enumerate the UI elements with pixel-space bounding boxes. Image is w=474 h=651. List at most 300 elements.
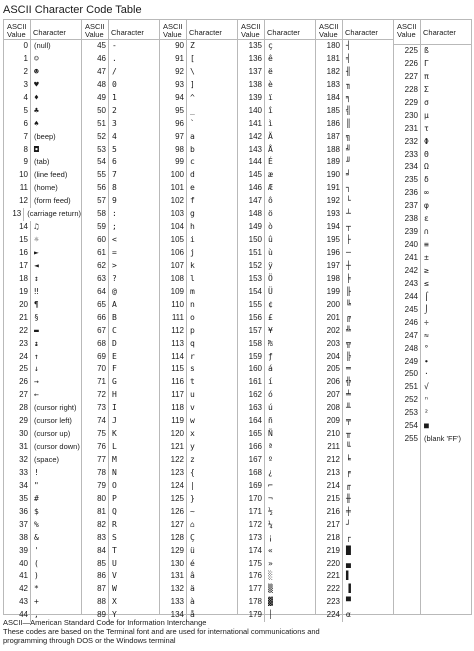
ascii-value: 117 bbox=[160, 389, 187, 402]
ascii-value: 253 bbox=[394, 407, 421, 420]
table-row bbox=[160, 532, 237, 545]
ascii-value: 84 bbox=[82, 545, 109, 558]
table-row bbox=[4, 156, 81, 169]
table-row bbox=[82, 351, 159, 364]
ascii-character: ε bbox=[424, 214, 429, 224]
ascii-character: E bbox=[112, 351, 117, 361]
ascii-character: / bbox=[112, 66, 117, 76]
ascii-value: 133 bbox=[160, 596, 187, 609]
table-row bbox=[316, 208, 393, 221]
header-character: Character bbox=[33, 28, 66, 37]
ascii-character: : bbox=[112, 209, 117, 219]
table-row bbox=[316, 40, 393, 53]
ascii-value: 221 bbox=[316, 570, 343, 583]
table-row bbox=[238, 273, 315, 286]
ascii-character: ⌡ bbox=[424, 304, 429, 314]
ascii-value: 235 bbox=[394, 174, 421, 187]
table-row bbox=[160, 260, 237, 273]
ascii-value: 180 bbox=[316, 40, 343, 53]
ascii-value: 30 bbox=[4, 428, 31, 441]
ascii-character: t bbox=[190, 377, 195, 387]
ascii-character: l bbox=[190, 273, 195, 283]
table-row bbox=[238, 92, 315, 105]
ascii-character: δ bbox=[424, 175, 429, 185]
table-row bbox=[160, 493, 237, 506]
ascii-character: ▀ bbox=[346, 597, 351, 607]
ascii-character: { bbox=[190, 467, 195, 477]
table-row bbox=[82, 208, 159, 221]
ascii-character: ╬ bbox=[346, 377, 351, 387]
table-row bbox=[4, 40, 81, 53]
table-row bbox=[160, 454, 237, 467]
ascii-value: 183 bbox=[316, 79, 343, 92]
table-row bbox=[160, 118, 237, 131]
ascii-character: (space) bbox=[34, 455, 60, 464]
table-row bbox=[82, 156, 159, 169]
ascii-character: b bbox=[190, 144, 195, 154]
table-row bbox=[82, 338, 159, 351]
ascii-value: 8 bbox=[4, 144, 31, 157]
ascii-character: ì bbox=[268, 118, 273, 128]
ascii-value: 82 bbox=[82, 519, 109, 532]
ascii-value: 64 bbox=[82, 286, 109, 299]
table-column-3 bbox=[160, 20, 238, 620]
table-row bbox=[82, 260, 159, 273]
ascii-character: 6 bbox=[112, 157, 117, 167]
footer-line-description-cont: programming through DOS or the Windows terminal bbox=[3, 636, 176, 645]
ascii-character: ! bbox=[34, 467, 39, 477]
ascii-value: 179 bbox=[238, 609, 265, 622]
ascii-value: 198 bbox=[316, 273, 343, 286]
ascii-value: 172 bbox=[238, 519, 265, 532]
table-row bbox=[316, 454, 393, 467]
table-row bbox=[4, 118, 81, 131]
header-ascii-value bbox=[316, 20, 343, 39]
table-row bbox=[82, 558, 159, 571]
ascii-character: C bbox=[112, 325, 117, 335]
table-row bbox=[82, 363, 159, 376]
header-character: Character bbox=[345, 28, 378, 37]
ascii-character: a bbox=[190, 131, 195, 141]
table-row bbox=[82, 144, 159, 157]
table-row bbox=[316, 441, 393, 454]
ascii-character: ( bbox=[34, 558, 39, 568]
ascii-value: 81 bbox=[82, 506, 109, 519]
ascii-character: ª bbox=[268, 442, 273, 452]
ascii-character: â bbox=[190, 571, 195, 581]
ascii-value: 86 bbox=[82, 570, 109, 583]
ascii-character: ☻ bbox=[34, 66, 39, 76]
ascii-value: 194 bbox=[316, 221, 343, 234]
ascii-character: ñ bbox=[268, 416, 273, 426]
ascii-value: 185 bbox=[316, 105, 343, 118]
table-row bbox=[394, 239, 471, 252]
ascii-value: 254 bbox=[394, 420, 421, 433]
ascii-value: 157 bbox=[238, 325, 265, 338]
ascii-character: ← bbox=[34, 390, 39, 400]
ascii-character: ‼ bbox=[34, 286, 39, 296]
ascii-value: 78 bbox=[82, 467, 109, 480]
table-row bbox=[238, 312, 315, 325]
table-row bbox=[316, 53, 393, 66]
table-row bbox=[238, 325, 315, 338]
ascii-value: 184 bbox=[316, 92, 343, 105]
ascii-character: û bbox=[268, 235, 273, 245]
ascii-value: 108 bbox=[160, 273, 187, 286]
ascii-value: 6 bbox=[4, 118, 31, 131]
table-row bbox=[238, 441, 315, 454]
table-row bbox=[238, 260, 315, 273]
table-row bbox=[394, 149, 471, 162]
ascii-character: v bbox=[190, 403, 195, 413]
table-row bbox=[316, 402, 393, 415]
ascii-value: 85 bbox=[82, 558, 109, 571]
ascii-character: (home) bbox=[34, 183, 58, 193]
table-row bbox=[316, 389, 393, 402]
ascii-character: ; bbox=[112, 222, 117, 232]
table-row bbox=[160, 299, 237, 312]
ascii-character: ⌐ bbox=[268, 480, 273, 490]
ascii-value: 49 bbox=[82, 92, 109, 105]
ascii-value: 127 bbox=[160, 519, 187, 532]
ascii-value: 36 bbox=[4, 506, 31, 519]
ascii-value: 170 bbox=[238, 493, 265, 506]
table-row bbox=[82, 299, 159, 312]
ascii-value: 154 bbox=[238, 286, 265, 299]
table-row bbox=[316, 131, 393, 144]
ascii-value: 12 bbox=[4, 195, 31, 208]
ascii-character: } bbox=[190, 493, 195, 503]
ascii-character: (cursor left) bbox=[34, 416, 72, 426]
table-row bbox=[316, 532, 393, 545]
ascii-value: 134 bbox=[160, 609, 187, 622]
ascii-value: 51 bbox=[82, 118, 109, 131]
ascii-value: 97 bbox=[160, 131, 187, 144]
table-row bbox=[394, 304, 471, 317]
ascii-character: ≡ bbox=[424, 240, 429, 250]
table-row bbox=[394, 161, 471, 174]
table-row bbox=[160, 195, 237, 208]
ascii-value: 74 bbox=[82, 415, 109, 428]
ascii-character: ∩ bbox=[424, 227, 429, 237]
ascii-value: 23 bbox=[4, 338, 31, 351]
ascii-value: 88 bbox=[82, 596, 109, 609]
ascii-value: 11 bbox=[4, 182, 31, 195]
ascii-value: 159 bbox=[238, 351, 265, 364]
ascii-value: 19 bbox=[4, 286, 31, 299]
ascii-character: º bbox=[268, 455, 273, 464]
ascii-value: 202 bbox=[316, 325, 343, 338]
table-row bbox=[316, 144, 393, 157]
ascii-value: 140 bbox=[238, 105, 265, 118]
ascii-character: > bbox=[112, 260, 117, 270]
ascii-value: 54 bbox=[82, 156, 109, 169]
table-row bbox=[160, 312, 237, 325]
table-row bbox=[82, 415, 159, 428]
ascii-value: 69 bbox=[82, 351, 109, 364]
table-row bbox=[4, 105, 81, 118]
ascii-value: 89 bbox=[82, 609, 109, 622]
ascii-character: 9 bbox=[112, 196, 117, 206]
table-row bbox=[82, 532, 159, 545]
table-row bbox=[316, 428, 393, 441]
ascii-character: É bbox=[268, 157, 273, 167]
table-row bbox=[316, 545, 393, 558]
column-rows bbox=[394, 45, 471, 614]
ascii-value: 47 bbox=[82, 66, 109, 79]
ascii-character: 5 bbox=[112, 144, 117, 154]
header-ascii-value bbox=[4, 20, 31, 39]
ascii-character: H bbox=[112, 390, 117, 400]
ascii-character: ) bbox=[34, 571, 39, 581]
ascii-character: Ä bbox=[268, 131, 273, 141]
header-ascii-label: ASCII bbox=[85, 22, 105, 31]
ascii-character: ₧ bbox=[268, 338, 273, 348]
ascii-value: 252 bbox=[394, 394, 421, 407]
ascii-character: Θ bbox=[424, 149, 429, 159]
ascii-value: 153 bbox=[238, 273, 265, 286]
table-row bbox=[82, 454, 159, 467]
ascii-character: 3 bbox=[112, 118, 117, 128]
table-row bbox=[160, 221, 237, 234]
ascii-value: 176 bbox=[238, 570, 265, 583]
ascii-character: c bbox=[190, 157, 195, 167]
ascii-character: Æ bbox=[268, 183, 273, 193]
column-header bbox=[238, 20, 315, 40]
header-value-label: Value bbox=[7, 30, 26, 39]
header-ascii-label: ASCII bbox=[397, 22, 417, 31]
ascii-value: 244 bbox=[394, 291, 421, 304]
table-row bbox=[4, 182, 81, 195]
table-row bbox=[394, 71, 471, 84]
ascii-value: 251 bbox=[394, 381, 421, 394]
table-column-2 bbox=[82, 20, 160, 620]
table-row bbox=[394, 356, 471, 369]
ascii-value: 146 bbox=[238, 182, 265, 195]
ascii-value: 190 bbox=[316, 169, 343, 182]
ascii-value: 141 bbox=[238, 118, 265, 131]
ascii-value: 216 bbox=[316, 506, 343, 519]
table-row bbox=[4, 519, 81, 532]
ascii-character: ╩ bbox=[346, 325, 351, 335]
ascii-value: 247 bbox=[394, 330, 421, 343]
ascii-character: ^ bbox=[190, 92, 195, 102]
ascii-character: Φ bbox=[424, 136, 429, 146]
ascii-character: p bbox=[190, 325, 195, 335]
ascii-character: í bbox=[268, 377, 273, 387]
table-row bbox=[160, 402, 237, 415]
table-row bbox=[160, 286, 237, 299]
ascii-value: 26 bbox=[4, 376, 31, 389]
table-row bbox=[4, 66, 81, 79]
table-row bbox=[316, 325, 393, 338]
ascii-character: u bbox=[190, 390, 195, 400]
ascii-value: 142 bbox=[238, 131, 265, 144]
ascii-character: ╚ bbox=[346, 299, 351, 309]
table-row bbox=[82, 506, 159, 519]
ascii-value: 238 bbox=[394, 213, 421, 226]
ascii-value: 87 bbox=[82, 583, 109, 596]
table-row bbox=[82, 247, 159, 260]
ascii-character: ╪ bbox=[346, 506, 351, 516]
table-row bbox=[238, 596, 315, 609]
table-column-6 bbox=[394, 20, 472, 615]
ascii-value: 38 bbox=[4, 532, 31, 545]
table-row bbox=[160, 156, 237, 169]
table-row bbox=[4, 389, 81, 402]
ascii-character: ╜ bbox=[346, 157, 351, 167]
table-row bbox=[238, 338, 315, 351]
table-row bbox=[4, 208, 81, 221]
ascii-value: 71 bbox=[82, 376, 109, 389]
ascii-value: 16 bbox=[4, 247, 31, 260]
ascii-value: 226 bbox=[394, 58, 421, 71]
ascii-character: ú bbox=[268, 403, 273, 413]
ascii-character: ☼ bbox=[34, 235, 39, 245]
ascii-character: ∙ bbox=[424, 356, 429, 366]
ascii-character: á bbox=[268, 364, 273, 374]
table-row bbox=[316, 79, 393, 92]
ascii-character: ♫ bbox=[34, 222, 39, 232]
table-row bbox=[4, 480, 81, 493]
ascii-character: ± bbox=[424, 253, 429, 262]
ascii-value: 10 bbox=[4, 169, 31, 182]
table-row bbox=[238, 247, 315, 260]
ascii-character: ♥ bbox=[34, 79, 39, 89]
footer-line-definition: ASCII—American Standard Code for Information Interchange bbox=[3, 618, 207, 627]
table-row bbox=[82, 596, 159, 609]
ascii-character: ⁿ bbox=[424, 395, 429, 405]
table-row bbox=[316, 195, 393, 208]
table-row bbox=[160, 570, 237, 583]
ascii-character: e bbox=[190, 183, 195, 193]
ascii-value: 13 bbox=[4, 208, 24, 221]
ascii-value: 158 bbox=[238, 338, 265, 351]
ascii-value: 144 bbox=[238, 156, 265, 169]
ascii-value: 34 bbox=[4, 480, 31, 493]
ascii-value: 223 bbox=[316, 596, 343, 609]
ascii-value: 114 bbox=[160, 351, 187, 364]
table-row bbox=[82, 428, 159, 441]
table-row bbox=[4, 325, 81, 338]
ascii-value: 39 bbox=[4, 545, 31, 558]
ascii-value: 1 bbox=[4, 53, 31, 66]
ascii-value: 22 bbox=[4, 325, 31, 338]
ascii-value: 175 bbox=[238, 558, 265, 571]
ascii-character: ù bbox=[268, 248, 273, 257]
table-row bbox=[394, 84, 471, 97]
ascii-character: è bbox=[268, 79, 273, 89]
table-row bbox=[238, 234, 315, 247]
ascii-character: ♣ bbox=[34, 105, 39, 115]
table-row bbox=[394, 407, 471, 420]
table-row bbox=[238, 389, 315, 402]
ascii-character: └ bbox=[346, 196, 351, 206]
table-row bbox=[4, 545, 81, 558]
ascii-value: 25 bbox=[4, 363, 31, 376]
ascii-value: 177 bbox=[238, 583, 265, 596]
ascii-value: 245 bbox=[394, 304, 421, 317]
table-row bbox=[82, 221, 159, 234]
table-row bbox=[82, 493, 159, 506]
ascii-value: 27 bbox=[4, 389, 31, 402]
ascii-character: « bbox=[268, 545, 273, 555]
ascii-character: Ü bbox=[268, 286, 273, 296]
ascii-value: 50 bbox=[82, 105, 109, 118]
ascii-character: s bbox=[190, 364, 195, 374]
ascii-value: 91 bbox=[160, 53, 187, 66]
table-row bbox=[238, 299, 315, 312]
ascii-character: 4 bbox=[112, 131, 117, 141]
ascii-character: ╨ bbox=[346, 403, 351, 413]
ascii-value: 44 bbox=[4, 609, 31, 622]
ascii-character: * bbox=[34, 584, 39, 594]
ascii-character: ↑ bbox=[34, 351, 39, 361]
ascii-value: 33 bbox=[4, 467, 31, 480]
table-row bbox=[394, 174, 471, 187]
table-row bbox=[316, 182, 393, 195]
table-row bbox=[316, 363, 393, 376]
table-row bbox=[4, 260, 81, 273]
table-row bbox=[4, 506, 81, 519]
ascii-character: U bbox=[112, 558, 117, 568]
ascii-value: 77 bbox=[82, 454, 109, 467]
ascii-value: 45 bbox=[82, 40, 109, 53]
header-value-label: Value bbox=[397, 30, 416, 39]
ascii-value: 72 bbox=[82, 389, 109, 402]
ascii-value: 220 bbox=[316, 558, 343, 571]
ascii-character: █ bbox=[346, 545, 351, 555]
ascii-character: 2 bbox=[112, 105, 117, 115]
ascii-value: 15 bbox=[4, 234, 31, 247]
ascii-value: 203 bbox=[316, 338, 343, 351]
ascii-value: 152 bbox=[238, 260, 265, 273]
table-row bbox=[82, 545, 159, 558]
table-row bbox=[238, 583, 315, 596]
ascii-character: ≈ bbox=[424, 330, 429, 340]
ascii-value: 205 bbox=[316, 363, 343, 376]
header-ascii-label: ASCII bbox=[163, 22, 183, 31]
column-rows bbox=[316, 40, 393, 622]
ascii-character: ß bbox=[424, 46, 429, 55]
table-row bbox=[82, 441, 159, 454]
table-row bbox=[4, 92, 81, 105]
table-row bbox=[160, 325, 237, 338]
ascii-character: ░ bbox=[268, 571, 273, 581]
ascii-value: 129 bbox=[160, 545, 187, 558]
ascii-value: 143 bbox=[238, 144, 265, 157]
ascii-value: 178 bbox=[238, 596, 265, 609]
ascii-value: 166 bbox=[238, 441, 265, 454]
table-row bbox=[394, 278, 471, 291]
ascii-value: 20 bbox=[4, 299, 31, 312]
table-row bbox=[4, 221, 81, 234]
ascii-value: 58 bbox=[82, 208, 109, 221]
table-row bbox=[238, 131, 315, 144]
ascii-value: 164 bbox=[238, 415, 265, 428]
table-row bbox=[394, 317, 471, 330]
ascii-value: 139 bbox=[238, 92, 265, 105]
table-row bbox=[4, 273, 81, 286]
table-row bbox=[238, 519, 315, 532]
table-row bbox=[160, 428, 237, 441]
ascii-character: D bbox=[112, 338, 117, 348]
table-row bbox=[316, 312, 393, 325]
ascii-character: ╧ bbox=[346, 390, 351, 400]
ascii-character: ∞ bbox=[424, 188, 429, 198]
ascii-value: 201 bbox=[316, 312, 343, 325]
ascii-value: 239 bbox=[394, 226, 421, 239]
